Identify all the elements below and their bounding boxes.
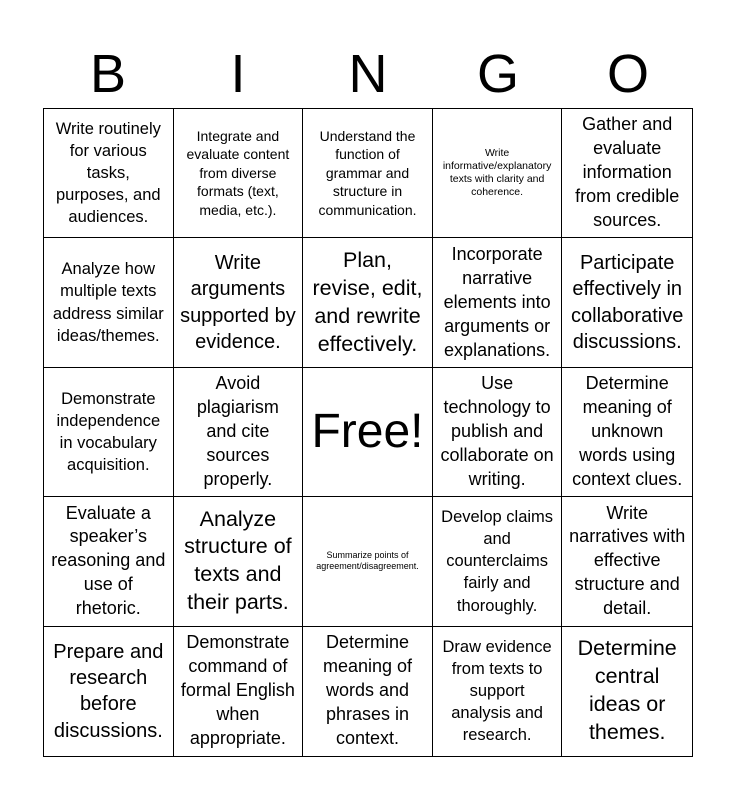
header-letter-b: B: [89, 44, 127, 104]
bingo-cell: [174, 368, 304, 497]
cell-text: Analyze how multiple texts address similar ideas/themes.: [52, 260, 164, 345]
cell-text: Analyze structure of texts and their parts.: [184, 506, 292, 615]
cell-text: Summarize points of agreement/disagreement.: [316, 550, 419, 572]
bingo-cell: [562, 238, 692, 367]
header-letter-i: I: [230, 44, 246, 104]
cell-text: Understand the function of grammar and structure in communication.: [318, 128, 417, 218]
cell-text: Evaluate a speaker’s reasoning and use of rhetoric.: [51, 502, 166, 619]
bingo-cell: [174, 627, 304, 756]
cell-text: Avoid plagiarism and cite sources properly.: [196, 373, 279, 489]
free-space-cell: [303, 368, 433, 497]
bingo-cell: [44, 368, 174, 497]
bingo-cell: [303, 109, 433, 238]
cell-text: Develop claims and counterclaims fairly and thoroughly.: [441, 508, 554, 615]
bingo-cell: [44, 238, 174, 367]
free-space-text: Free!: [311, 404, 424, 458]
header-letter-o: O: [606, 44, 649, 104]
bingo-cell: [44, 109, 174, 238]
bingo-cell: [303, 497, 433, 626]
bingo-cell: [433, 627, 563, 756]
bingo-board: [43, 108, 693, 757]
bingo-cell: [44, 497, 174, 626]
bingo-cell: [174, 109, 304, 238]
cell-text: Prepare and research before discussions.: [53, 640, 164, 742]
cell-text: Demonstrate independence in vocabulary acquisition.: [56, 389, 161, 475]
bingo-header: [43, 40, 693, 108]
cell-text: Determine meaning of words and phrases in context.: [322, 632, 413, 749]
cell-text: Demonstrate command of formal English when appropriate.: [180, 632, 295, 749]
bingo-cell: [562, 109, 692, 238]
cell-text: Write routinely for various tasks, purposes, and audiences.: [55, 119, 161, 227]
cell-text: Determine central ideas or themes.: [577, 636, 677, 745]
cell-text: Use technology to publish and collaborate on writing.: [440, 373, 554, 489]
cell-text: Gather and evaluate information from credible sources.: [575, 114, 680, 231]
bingo-cell: [174, 497, 304, 626]
bingo-cell: [433, 238, 563, 367]
cell-text: Write informative/explanatory texts with clarity and coherence.: [442, 146, 552, 199]
cell-text: Write narratives with effective structure and detail.: [569, 502, 686, 619]
bingo-cell: [303, 627, 433, 756]
bingo-cell: [562, 368, 692, 497]
bingo-cell: [433, 497, 563, 626]
bingo-cell: [433, 109, 563, 238]
cell-text: Determine meaning of unknown words using context clues.: [572, 373, 683, 489]
bingo-cell: [174, 238, 304, 367]
bingo-cell: [433, 368, 563, 497]
cell-text: Plan, revise, edit, and rewrite effectively.: [312, 247, 423, 356]
bingo-cell: [303, 238, 433, 367]
cell-text: Integrate and evaluate content from diverse formats (text, media, etc.).: [186, 128, 290, 218]
cell-text: Draw evidence from texts to support analysis and research.: [442, 638, 552, 745]
bingo-cell: [562, 497, 692, 626]
cell-text: Participate effectively in collaborative discussions.: [571, 251, 684, 353]
cell-text: Incorporate narrative elements into arguments or explanations.: [443, 243, 551, 360]
header-letter-n: N: [348, 44, 388, 104]
bingo-cell: [562, 627, 692, 756]
bingo-cell: [44, 627, 174, 756]
cell-text: Write arguments supported by evidence.: [180, 251, 296, 353]
header-letter-g: G: [476, 44, 519, 104]
